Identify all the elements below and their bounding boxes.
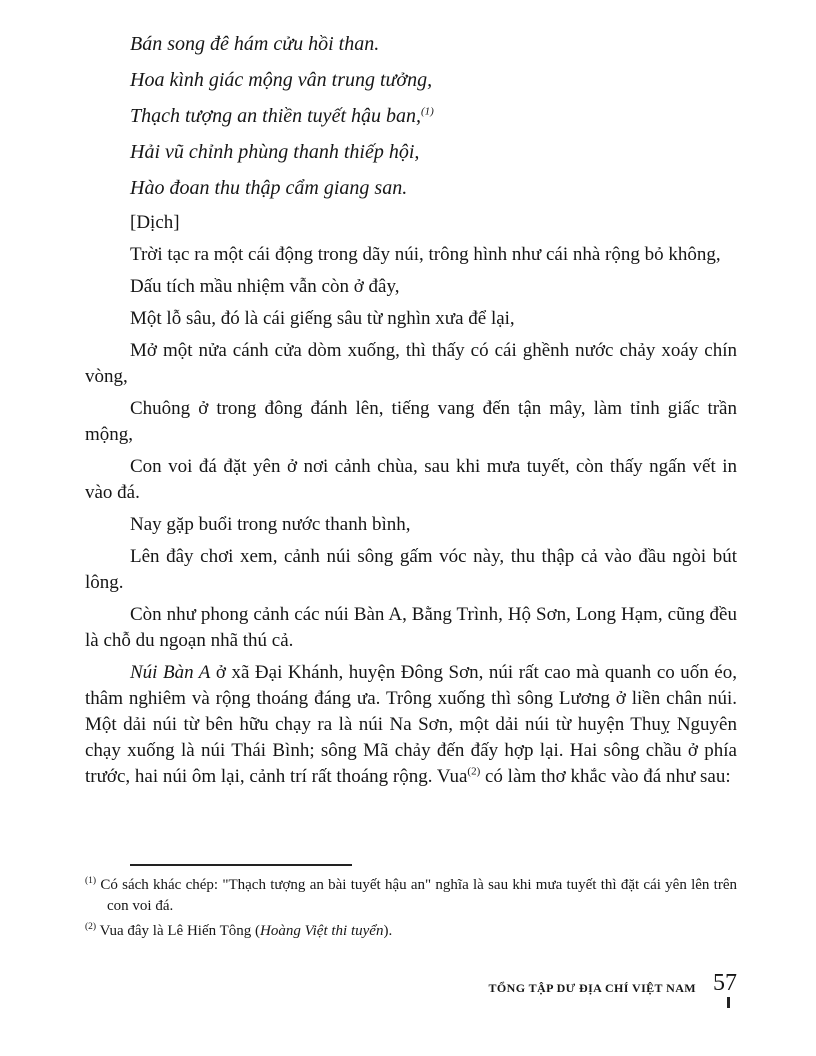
footnote-2-marker: (2): [85, 922, 97, 932]
footnote-1: [85, 875, 737, 917]
poem-line: [130, 170, 737, 206]
footnote-2-book-title: Hoàng Việt thi tuyển: [260, 923, 384, 939]
poem-line-text: Hải vũ chỉnh phùng thanh thiếp hội,: [130, 141, 420, 163]
footnote-1-marker: (1): [85, 876, 97, 886]
running-title: TỔNG TẬP DƯ ĐỊA CHÍ VIỆT NAM: [488, 981, 696, 995]
translation-paragraph: Lên đây chơi xem, cảnh núi sông gấm vóc này, thu thập cả vào đầu ngòi bút lông.: [85, 546, 737, 593]
prose-tail-text: có làm thơ khắc vào đá như sau:: [480, 766, 731, 787]
footnote-ref-2: (2): [467, 765, 481, 778]
footnote-ref-1: (1): [421, 105, 434, 118]
poem-line-text: Hoa kình giác mộng vân trung tưởng,: [130, 69, 433, 91]
footnote-2: [85, 921, 737, 942]
poem-line: [130, 26, 737, 62]
place-name-italic: Núi Bàn A: [130, 662, 211, 683]
footnote-1-text: Có sách khác chép: "Thạch tượng an bài tuyết hậu an" nghĩa là sau khi mưa tuyết thì đặt cái yên lên trên con voi đá.: [100, 877, 737, 914]
translation-paragraph: Mở một nửa cánh cửa dòm xuống, thì thấy có cái ghềnh nước chảy xoáy chín vòng,: [85, 340, 737, 387]
poem-line: [130, 62, 737, 98]
translation-paragraph: Chuông ở trong đông đánh lên, tiếng vang đến tận mây, làm tỉnh giấc trần mộng,: [85, 398, 737, 445]
page-number: 57: [713, 970, 737, 996]
poem-line-text: Thạch tượng an thiền tuyết hậu ban,: [130, 105, 421, 127]
footnote-area: [85, 856, 737, 946]
poem-block: [85, 26, 737, 206]
prose-body-text: ở xã Đại Khánh, huyện Đông Sơn, núi rất cao mà quanh co uốn éo, thâm nghiêm và rộng thoáng đáng ưa. Trông xuống thì sông Lương ở liền chân núi. Một dải núi từ bên hữu chạy ra là núi Na Sơn, một dải núi từ huyện Thuỵ Nguyên chạy xuống là núi Thái Bình; sông Mã chảy đến đấy hợp lại. Hai sông chầu ở phía trước, hai núi ôm lại, cảnh trí rất thoáng rộng. Vua: [85, 662, 737, 787]
poem-line-text: Hào đoan thu thập cẩm giang san.: [130, 177, 408, 199]
translation-block: [85, 242, 737, 596]
page-footer: [489, 971, 737, 1008]
translation-paragraph: Dấu tích mầu nhiệm vẫn còn ở đây,: [130, 276, 400, 297]
poem-line: [130, 134, 737, 170]
page-content: [85, 26, 737, 796]
translation-paragraph: Một lỗ sâu, đó là cái giếng sâu từ nghìn xưa để lại,: [130, 308, 515, 329]
page-number-group: [713, 971, 737, 1008]
poem-line-text: Bán song đê hám cửu hồi than.: [130, 33, 380, 55]
footnote-divider: [130, 864, 352, 866]
poem-line: [130, 98, 737, 134]
prose-paragraph-nui-ban-a: [85, 660, 737, 790]
prose-block: [85, 602, 737, 790]
prose-paragraph-scenery: Còn như phong cảnh các núi Bàn A, Bằng Trình, Hộ Sơn, Long Hạm, cũng đều là chỗ du ngoạn nhã thú cả.: [85, 604, 737, 651]
footer-tick-mark: [727, 997, 730, 1008]
footnote-2-suffix: ).: [383, 923, 393, 939]
translation-paragraph: Con voi đá đặt yên ở nơi cảnh chùa, sau khi mưa tuyết, còn thấy ngấn vết in vào đá.: [85, 456, 737, 503]
translation-paragraph: Nay gặp buổi trong nước thanh bình,: [130, 514, 411, 535]
footnote-2-text: Vua đây là Lê Hiến Tông (: [99, 923, 260, 939]
translation-label: [Dịch]: [130, 212, 180, 233]
translation-paragraph: Trời tạc ra một cái động trong dãy núi, trông hình như cái nhà rộng bỏ không,: [130, 244, 721, 265]
